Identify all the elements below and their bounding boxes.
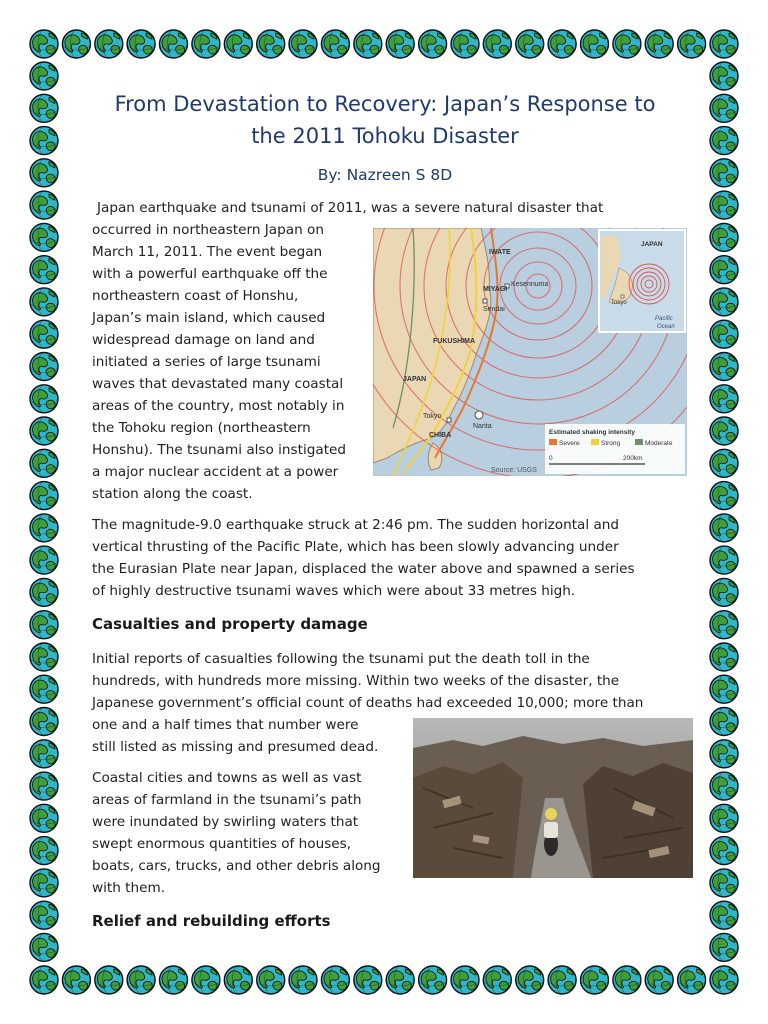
legend-swatch-strong xyxy=(591,439,599,445)
legend-label-moderate: Moderate xyxy=(645,440,673,447)
text-line: Initial reports of casualties following the tsunami put the death toll in the xyxy=(92,651,590,667)
text-line: a major nuclear accident at a power xyxy=(92,464,339,480)
text-line: Japanese government’s official count of deaths had exceeded 10,000; more than xyxy=(92,695,644,711)
text-line: Honshu). The tsunami also instigated xyxy=(92,442,347,458)
text-line: Coastal cities and towns as well as vast xyxy=(92,770,362,786)
legend-swatch-moderate xyxy=(635,439,643,445)
coastal-paragraph xyxy=(92,767,407,899)
legend-label-strong: Strong xyxy=(601,440,621,447)
map-label-narita: Narita xyxy=(473,423,492,430)
text-line: swept enormous quantities of houses, xyxy=(92,836,352,852)
intro-first-line: Japan earthquake and tsunami of 2011, was a severe natural disaster that xyxy=(97,200,604,216)
text-line: were inundated by swirling waters that xyxy=(92,814,359,830)
tsunami-debris-photo xyxy=(413,718,693,878)
map-label-sendai: Sendai xyxy=(483,306,505,313)
text-line: still listed as missing and presumed dead. xyxy=(92,739,379,755)
text-line: one and a half times that number were xyxy=(92,717,359,733)
inset-map xyxy=(599,230,685,332)
heading-relief: Relief and rebuilding efforts xyxy=(92,912,331,930)
map-label-kesennuma: Kesennuma xyxy=(511,281,549,288)
text-line: vertical thrusting of the Pacific Plate, which has been slowly advancing under xyxy=(92,539,619,555)
byline: By: Nazreen S 8D xyxy=(317,166,453,184)
earthquake-map xyxy=(373,228,687,476)
text-line: northeastern coast of Honshu, xyxy=(92,288,299,304)
heading-casualties: Casualties and property damage xyxy=(92,615,368,633)
map-source: Source: USGS xyxy=(491,467,537,474)
scale-end: 200km xyxy=(623,455,643,462)
text-line: hundreds, with hundreds more missing. Within two weeks of the disaster, the xyxy=(92,673,620,689)
text-line: Japan’s main island, which caused xyxy=(92,310,326,326)
text-line: of highly destructive tsunami waves which were about 33 metres high. xyxy=(92,583,576,599)
map-label-japan: JAPAN xyxy=(403,376,427,383)
text-line: with them. xyxy=(92,880,166,896)
inset-label-ocean-2: Ocean xyxy=(657,324,675,330)
text-line: boats, cars, trucks, and other debris along xyxy=(92,858,381,874)
text-line: station along the coast. xyxy=(92,486,253,502)
legend-label-severe: Severe xyxy=(559,440,580,447)
text-line: with a powerful earthquake off the xyxy=(92,266,328,282)
legend-swatch-severe xyxy=(549,439,557,445)
text-line: the Eurasian Plate near Japan, displaced the water above and spawned a series xyxy=(92,561,635,577)
intro-paragraph xyxy=(92,219,367,505)
map-label-chiba: CHIBA xyxy=(429,432,452,439)
map-label-iwate: IWATE xyxy=(489,249,511,256)
inset-label-tokyo: Tokyo xyxy=(611,300,627,306)
text-line: areas of farmland in the tsunami’s path xyxy=(92,792,362,808)
text-line: areas of the country, most notably in xyxy=(92,398,345,414)
text-line: widespread damage on land and xyxy=(92,332,315,348)
title-line-2: the 2011 Tohoku Disaster xyxy=(251,124,519,148)
text-line: March 11, 2011. The event began xyxy=(92,244,323,260)
page-title xyxy=(90,88,680,152)
text-line: The magnitude-9.0 earthquake struck at 2:46 pm. The sudden horizontal and xyxy=(92,517,620,533)
magnitude-paragraph xyxy=(92,514,692,602)
inset-label-japan: JAPAN xyxy=(641,241,663,248)
inset-label-ocean-1: Pacific xyxy=(655,316,673,322)
map-label-fukushima: FUKUSHIMA xyxy=(433,338,475,345)
text-line: occurred in northeastern Japan on xyxy=(92,222,324,238)
text-line: waves that devastated many coastal xyxy=(92,376,344,392)
title-line-1: From Devastation to Recovery: Japan’s Response to xyxy=(114,92,656,116)
scooter-rider xyxy=(544,808,558,856)
legend-title: Estimated shaking intensity xyxy=(549,429,635,436)
text-line: the Tohoku region (northeastern xyxy=(92,420,311,436)
map-label-miyagi: MIYAGI xyxy=(483,286,508,293)
scale-zero: 0 xyxy=(549,455,553,462)
text-line: initiated a series of large tsunami xyxy=(92,354,321,370)
map-label-tokyo: Tokyo xyxy=(423,413,442,420)
